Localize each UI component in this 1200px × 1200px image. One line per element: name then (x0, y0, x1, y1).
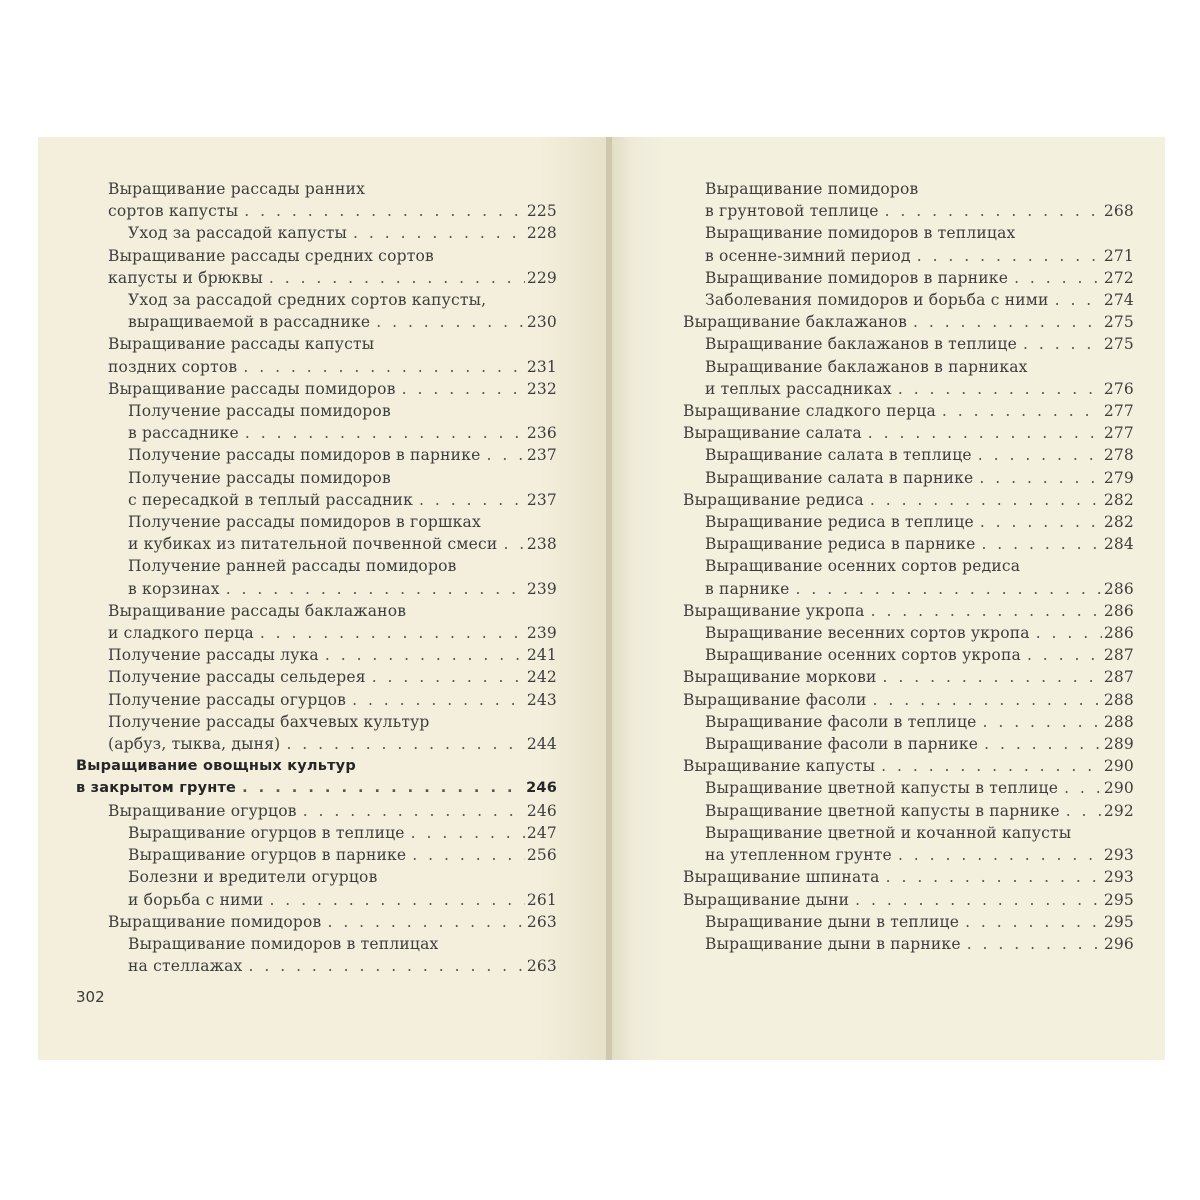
toc-entry-title-line: Выращивание фасоли в теплице (705, 712, 977, 731)
dot-leader (913, 311, 1102, 333)
toc-entry-last-line (128, 844, 557, 866)
toc-entry-last-line (705, 733, 1134, 755)
toc-entry-title-line: Выращивание салата (683, 424, 862, 443)
dot-leader (412, 844, 525, 866)
toc-entry-last-line (128, 889, 557, 911)
dot-leader (419, 489, 525, 511)
toc-entry (683, 333, 1134, 355)
toc-page-number: 274 (1103, 291, 1134, 310)
toc-entry-title-line: Выращивание редиса в парнике (705, 535, 976, 554)
toc-entry-title-line: Выращивание редиса в теплице (705, 513, 974, 532)
dot-leader (486, 444, 524, 466)
dot-leader (885, 200, 1102, 222)
toc-entry-title-line: Выращивание огурцов в теплице (128, 823, 405, 842)
toc-entry (76, 378, 557, 400)
toc-entry-last-line (705, 711, 1134, 733)
toc-entry (683, 489, 1134, 511)
toc-entry-last-line (705, 578, 1134, 600)
dot-leader (883, 666, 1102, 688)
dot-leader (245, 422, 525, 444)
toc-entry-last-line (108, 200, 557, 222)
page-number: 302 (76, 988, 105, 1006)
toc-entry-title-line: Выращивание огурцов (108, 801, 297, 820)
toc-entry-title-line: и теплых рассадниках (705, 379, 892, 398)
toc-entry (683, 689, 1134, 711)
dot-leader (286, 733, 524, 755)
toc-entry-last-line (683, 311, 1134, 333)
dot-leader (411, 822, 525, 844)
toc-entry (683, 889, 1134, 911)
dot-leader (352, 689, 525, 711)
toc-entry (76, 245, 557, 289)
dot-leader (242, 777, 524, 799)
toc-entry-title-line: поздних сортов (108, 357, 238, 376)
toc-entry-title-line: Выращивание помидоров в парнике (705, 268, 1009, 287)
toc-entry (683, 222, 1134, 266)
toc-page-number: 293 (1103, 868, 1134, 887)
dot-leader (503, 533, 524, 555)
toc-entry (683, 289, 1134, 311)
toc-entry-title-line: Выращивание рассады средних сортов (108, 246, 434, 265)
toc-page-number: 292 (1103, 801, 1134, 820)
toc-entry-title-line: Выращивание баклажанов в парниках (705, 357, 1028, 376)
dot-leader (873, 689, 1102, 711)
toc-entry-last-line (705, 644, 1134, 666)
dot-leader (967, 933, 1102, 955)
toc-page-number: 284 (1103, 535, 1134, 554)
toc-entry (683, 400, 1134, 422)
toc-entry (683, 600, 1134, 622)
toc-entry (76, 333, 557, 377)
dot-leader (260, 622, 525, 644)
toc-entry-last-line (108, 622, 557, 644)
toc-page-number: 289 (1103, 735, 1134, 754)
dot-leader (795, 578, 1101, 600)
toc-entry-title-line: Выращивание капусты (683, 757, 876, 776)
toc-entry-title-line: Выращивание помидоров (108, 912, 322, 931)
toc-entry-title-line: Выращивание цветной капусты в парнике (705, 801, 1060, 820)
toc-entry-title-line: с пересадкой в теплый рассадник (128, 490, 413, 509)
toc-entry (683, 666, 1134, 688)
toc-entry-title-line: Получение ранней рассады помидоров (128, 557, 457, 576)
toc-entry-title-line: Получение рассады бахчевых культур (108, 712, 430, 731)
toc-entry-title-line: и сладкого перца (108, 624, 254, 643)
toc-page-number: 295 (1103, 890, 1134, 909)
toc-entry-last-line (108, 689, 557, 711)
toc-entry-title-line: на стеллажах (128, 957, 243, 976)
toc-entry-last-line (108, 378, 557, 400)
toc-entry-title-line: Выращивание шпината (683, 868, 880, 887)
toc-entry (683, 644, 1134, 666)
toc-entry-title-line: Выращивание помидоров в теплицах (705, 224, 1016, 243)
toc-entry-last-line (683, 600, 1134, 622)
toc-page-number: 282 (1103, 490, 1134, 509)
toc-page-number: 278 (1103, 446, 1134, 465)
toc-entry-last-line (705, 267, 1134, 289)
toc-entry (76, 511, 557, 555)
toc-entry-last-line (128, 222, 557, 244)
toc-entry-last-line (705, 511, 1134, 533)
toc-entry-title-line: Выращивание дыни в парнике (705, 934, 961, 953)
toc-entry-title-line: Выращивание фасоли (683, 690, 867, 709)
toc-entry-title-line: Получение рассады сельдерея (108, 668, 366, 687)
toc-page-number: 276 (1103, 379, 1134, 398)
toc-entry-title-line: Выращивание баклажанов (683, 313, 907, 332)
toc-page-number: 290 (1103, 779, 1134, 798)
toc-page-number: 277 (1103, 424, 1134, 443)
dot-leader (1055, 289, 1102, 311)
toc-entry-title-line: выращиваемой в рассаднике (128, 313, 371, 332)
dot-leader (303, 800, 525, 822)
toc-page-number: 286 (1103, 579, 1134, 598)
toc-entry-last-line (76, 777, 557, 799)
toc-entry (76, 844, 557, 866)
toc-entry-title-line: Выращивание фасоли в парнике (705, 735, 979, 754)
toc-entry (683, 267, 1134, 289)
toc-entry (76, 400, 557, 444)
dot-leader (868, 422, 1102, 444)
toc-entry-title-line: Получение рассады помидоров в парнике (128, 446, 481, 465)
dot-leader (269, 267, 525, 289)
toc-entry (76, 444, 557, 466)
toc-entry-last-line (108, 356, 557, 378)
toc-entry-last-line (108, 644, 557, 666)
toc-entry-last-line (683, 422, 1134, 444)
toc-page-number: 261 (526, 890, 557, 909)
toc-page-number: 238 (526, 535, 557, 554)
toc-entry-title-line: Заболевания помидоров и борьба с ними (705, 291, 1049, 310)
toc-entry-last-line (108, 911, 557, 933)
dot-leader (965, 911, 1102, 933)
dot-leader (1027, 644, 1102, 666)
dot-leader (978, 444, 1102, 466)
toc-entry (683, 511, 1134, 533)
dot-leader (917, 245, 1102, 267)
toc-entry (683, 800, 1134, 822)
toc-entry-last-line (128, 533, 557, 555)
dot-leader (870, 489, 1102, 511)
toc-page-number: 242 (526, 668, 557, 687)
toc-entry-last-line (705, 777, 1134, 799)
toc-entry-title-line: Выращивание дыни в теплице (705, 912, 960, 931)
dot-leader (1036, 622, 1102, 644)
toc-entry-last-line (705, 933, 1134, 955)
toc-entry-last-line (128, 955, 557, 977)
toc-entry (683, 533, 1134, 555)
toc-entry (76, 467, 557, 511)
toc-page-number: 293 (1103, 846, 1134, 865)
toc-entry (76, 689, 557, 711)
dot-leader (249, 955, 525, 977)
toc-page-number: 239 (526, 579, 557, 598)
dot-leader (376, 311, 525, 333)
dot-leader (942, 400, 1102, 422)
toc-entry-last-line (705, 800, 1134, 822)
toc-entry (683, 711, 1134, 733)
toc-page-number: 231 (526, 357, 557, 376)
toc-entry (76, 600, 557, 644)
toc-entry-title-line: Получение рассады огурцов (108, 690, 347, 709)
toc-entry-title-line: Выращивание огурцов в парнике (128, 846, 407, 865)
toc-entry (76, 644, 557, 666)
toc-entry-title-line: Выращивание укропа (683, 601, 865, 620)
dot-leader (871, 600, 1102, 622)
toc-entry-title-line: Получение рассады помидоров (128, 468, 391, 487)
toc-entry-last-line (705, 911, 1134, 933)
toc-entry-title-line: в парнике (705, 579, 790, 598)
toc-page-number: 290 (1103, 757, 1134, 776)
toc-entry (76, 666, 557, 688)
toc-page-number: 275 (1103, 335, 1134, 354)
toc-entry-last-line (705, 333, 1134, 355)
dot-leader (984, 733, 1102, 755)
dot-leader (325, 644, 525, 666)
toc-entry-title-line: Выращивание редиса (683, 490, 864, 509)
right-toc-column (683, 178, 1134, 955)
toc-entry-title-line: Получение рассады помидоров (128, 402, 391, 421)
toc-entry-title-line: Выращивание сладкого перца (683, 402, 936, 421)
toc-entry (683, 733, 1134, 755)
toc-page-number: 237 (526, 446, 557, 465)
toc-entry-title-line: Выращивание салата в теплице (705, 446, 972, 465)
dot-leader (898, 844, 1102, 866)
toc-entry-title-line: на утепленном грунте (705, 846, 892, 865)
toc-entry-last-line (705, 467, 1134, 489)
toc-entry-title-line: Получение рассады помидоров в горшках (128, 513, 481, 532)
toc-entry-title-line: (арбуз, тыква, дыня) (108, 735, 281, 754)
toc-entry-last-line (683, 666, 1134, 688)
toc-entry-last-line (128, 578, 557, 600)
toc-entry (76, 822, 557, 844)
toc-entry-last-line (683, 689, 1134, 711)
toc-entry-title-line: Выращивание помидоров (705, 180, 919, 198)
toc-entry-title-line: Выращивание салата в парнике (705, 468, 974, 487)
toc-entry-last-line (108, 733, 557, 755)
dot-leader (353, 222, 525, 244)
toc-entry-title-line: и борьба с ними (128, 890, 264, 909)
toc-page-number: 243 (526, 690, 557, 709)
dot-leader (979, 467, 1101, 489)
toc-entry-title-line: Выращивание рассады капусты (108, 335, 375, 354)
toc-page-number: 296 (1103, 934, 1134, 953)
toc-entry-last-line (705, 378, 1134, 400)
toc-entry-last-line (705, 533, 1134, 555)
toc-entry-last-line (705, 200, 1134, 222)
toc-page-number: 237 (526, 490, 557, 509)
toc-entry-title-line: в грунтовой теплице (705, 202, 879, 221)
toc-entry-title-line: Выращивание рассады ранних (108, 180, 366, 198)
toc-entry (683, 311, 1134, 333)
toc-entry-last-line (683, 400, 1134, 422)
toc-entry (76, 800, 557, 822)
toc-entry-last-line (705, 622, 1134, 644)
toc-entry-last-line (108, 267, 557, 289)
toc-entry-title-line: Выращивание рассады помидоров (108, 379, 396, 398)
toc-entry-last-line (128, 444, 557, 466)
toc-entry (683, 933, 1134, 955)
toc-entry-last-line (705, 245, 1134, 267)
toc-entry (683, 467, 1134, 489)
toc-entry-title-line: Выращивание дыни (683, 890, 850, 909)
toc-entry-last-line (128, 822, 557, 844)
toc-entry-title-line: Выращивание баклажанов в теплице (705, 335, 1017, 354)
dot-leader (1066, 800, 1102, 822)
toc-entry (683, 356, 1134, 400)
toc-entry-title-line: Уход за рассадой капусты (128, 224, 348, 243)
toc-entry (76, 289, 557, 333)
toc-entry-title-line: Выращивание осенних сортов укропа (705, 646, 1021, 665)
dot-leader (269, 889, 524, 911)
toc-entry (683, 444, 1134, 466)
dot-leader (881, 755, 1102, 777)
dot-leader (226, 578, 525, 600)
toc-page-number: 287 (1103, 646, 1134, 665)
dot-leader (855, 889, 1102, 911)
toc-entry-title-line: в осенне-зимний период (705, 246, 911, 265)
dot-leader (898, 378, 1102, 400)
toc-page-number: 228 (526, 224, 557, 243)
toc-entry-title-line: Выращивание весенних сортов укропа (705, 624, 1030, 643)
toc-entry-title-line: Выращивание цветной капусты в теплице (705, 779, 1059, 798)
toc-page-number: 246 (526, 780, 557, 797)
toc-page-number: 244 (526, 735, 557, 754)
toc-entry-title-line: сортов капусты (108, 202, 239, 221)
toc-entry (76, 555, 557, 599)
toc-entry (683, 622, 1134, 644)
dot-leader (1023, 333, 1102, 355)
toc-entry-last-line (683, 889, 1134, 911)
toc-entry-title-line: Болезни и вредители огурцов (128, 868, 378, 887)
dot-leader (983, 711, 1102, 733)
toc-page-number: 241 (526, 646, 557, 665)
dot-leader (886, 866, 1102, 888)
toc-entry (683, 178, 1134, 222)
toc-page-number: 282 (1103, 513, 1134, 532)
toc-entry-title-line: Выращивание моркови (683, 668, 877, 687)
dot-leader (327, 911, 524, 933)
toc-entry-title-line: Выращивание помидоров в теплицах (128, 934, 439, 953)
toc-entry (683, 755, 1134, 777)
dot-leader (372, 666, 525, 688)
toc-entry-title-line: капусты и брюквы (108, 268, 263, 287)
toc-entry (76, 755, 557, 799)
toc-entry-last-line (108, 666, 557, 688)
toc-page-number: 225 (526, 202, 557, 221)
toc-entry-title-line: Выращивание осенних сортов редиса (705, 557, 1021, 576)
toc-entry-last-line (683, 755, 1134, 777)
toc-entry (683, 777, 1134, 799)
dot-leader (402, 378, 525, 400)
toc-entry-last-line (128, 422, 557, 444)
toc-page-number: 279 (1103, 468, 1134, 487)
toc-page-number: 286 (1103, 624, 1134, 643)
toc-page-number: 246 (526, 801, 557, 820)
toc-entry-last-line (108, 800, 557, 822)
toc-entry-title-line: Получение рассады лука (108, 646, 319, 665)
toc-entry (76, 178, 557, 222)
toc-entry (76, 911, 557, 933)
toc-page-number: 277 (1103, 402, 1134, 421)
dot-leader (981, 533, 1101, 555)
dot-leader (244, 200, 525, 222)
toc-entry (76, 222, 557, 244)
toc-page-number: 295 (1103, 912, 1134, 931)
toc-entry (683, 911, 1134, 933)
toc-entry-last-line (683, 866, 1134, 888)
toc-entry (683, 422, 1134, 444)
dot-leader (243, 356, 524, 378)
toc-entry-last-line (705, 289, 1134, 311)
toc-entry-last-line (705, 844, 1134, 866)
toc-page-number: 288 (1103, 712, 1134, 731)
toc-page-number: 230 (526, 313, 557, 332)
toc-entry (76, 866, 557, 910)
toc-page-number: 232 (526, 379, 557, 398)
toc-entry-last-line (705, 444, 1134, 466)
left-toc-column (76, 178, 557, 977)
toc-page-number: 286 (1103, 601, 1134, 620)
toc-entry-title-line: Выращивание овощных культур (76, 758, 356, 775)
toc-entry (683, 822, 1134, 866)
toc-page-number: 268 (1103, 202, 1134, 221)
dot-leader (1064, 777, 1102, 799)
toc-page-number: 263 (526, 912, 557, 931)
toc-entry (683, 555, 1134, 599)
toc-page-number: 288 (1103, 690, 1134, 709)
toc-entry-title-line: Уход за рассадой средних сортов капусты, (128, 291, 487, 310)
toc-entry-last-line (128, 489, 557, 511)
toc-entry-title-line: Выращивание цветной и кочанной капусты (705, 823, 1072, 842)
toc-page-number: 271 (1103, 246, 1134, 265)
toc-entry-title-line: в рассаднике (128, 424, 239, 443)
toc-entry (76, 933, 557, 977)
toc-page-number: 236 (526, 424, 557, 443)
toc-entry-last-line (128, 311, 557, 333)
toc-entry-title-line: и кубиках из питательной почвенной смеси (128, 535, 498, 554)
toc-entry-last-line (683, 489, 1134, 511)
toc-page-number: 287 (1103, 668, 1134, 687)
toc-entry (76, 711, 557, 755)
toc-entry-title-line: Выращивание рассады баклажанов (108, 601, 407, 620)
toc-page-number: 275 (1103, 313, 1134, 332)
toc-page-number: 247 (526, 823, 557, 842)
book-gutter (606, 137, 612, 1060)
toc-page-number: 263 (526, 957, 557, 976)
toc-page-number: 229 (526, 268, 557, 287)
toc-entry-title-line: в закрытом грунте (76, 780, 237, 797)
toc-entry-title-line: в корзинах (128, 579, 220, 598)
toc-page-number: 272 (1103, 268, 1134, 287)
toc-page-number: 256 (526, 846, 557, 865)
toc-page-number: 239 (526, 624, 557, 643)
toc-entry (683, 866, 1134, 888)
dot-leader (980, 511, 1102, 533)
dot-leader (1014, 267, 1102, 289)
